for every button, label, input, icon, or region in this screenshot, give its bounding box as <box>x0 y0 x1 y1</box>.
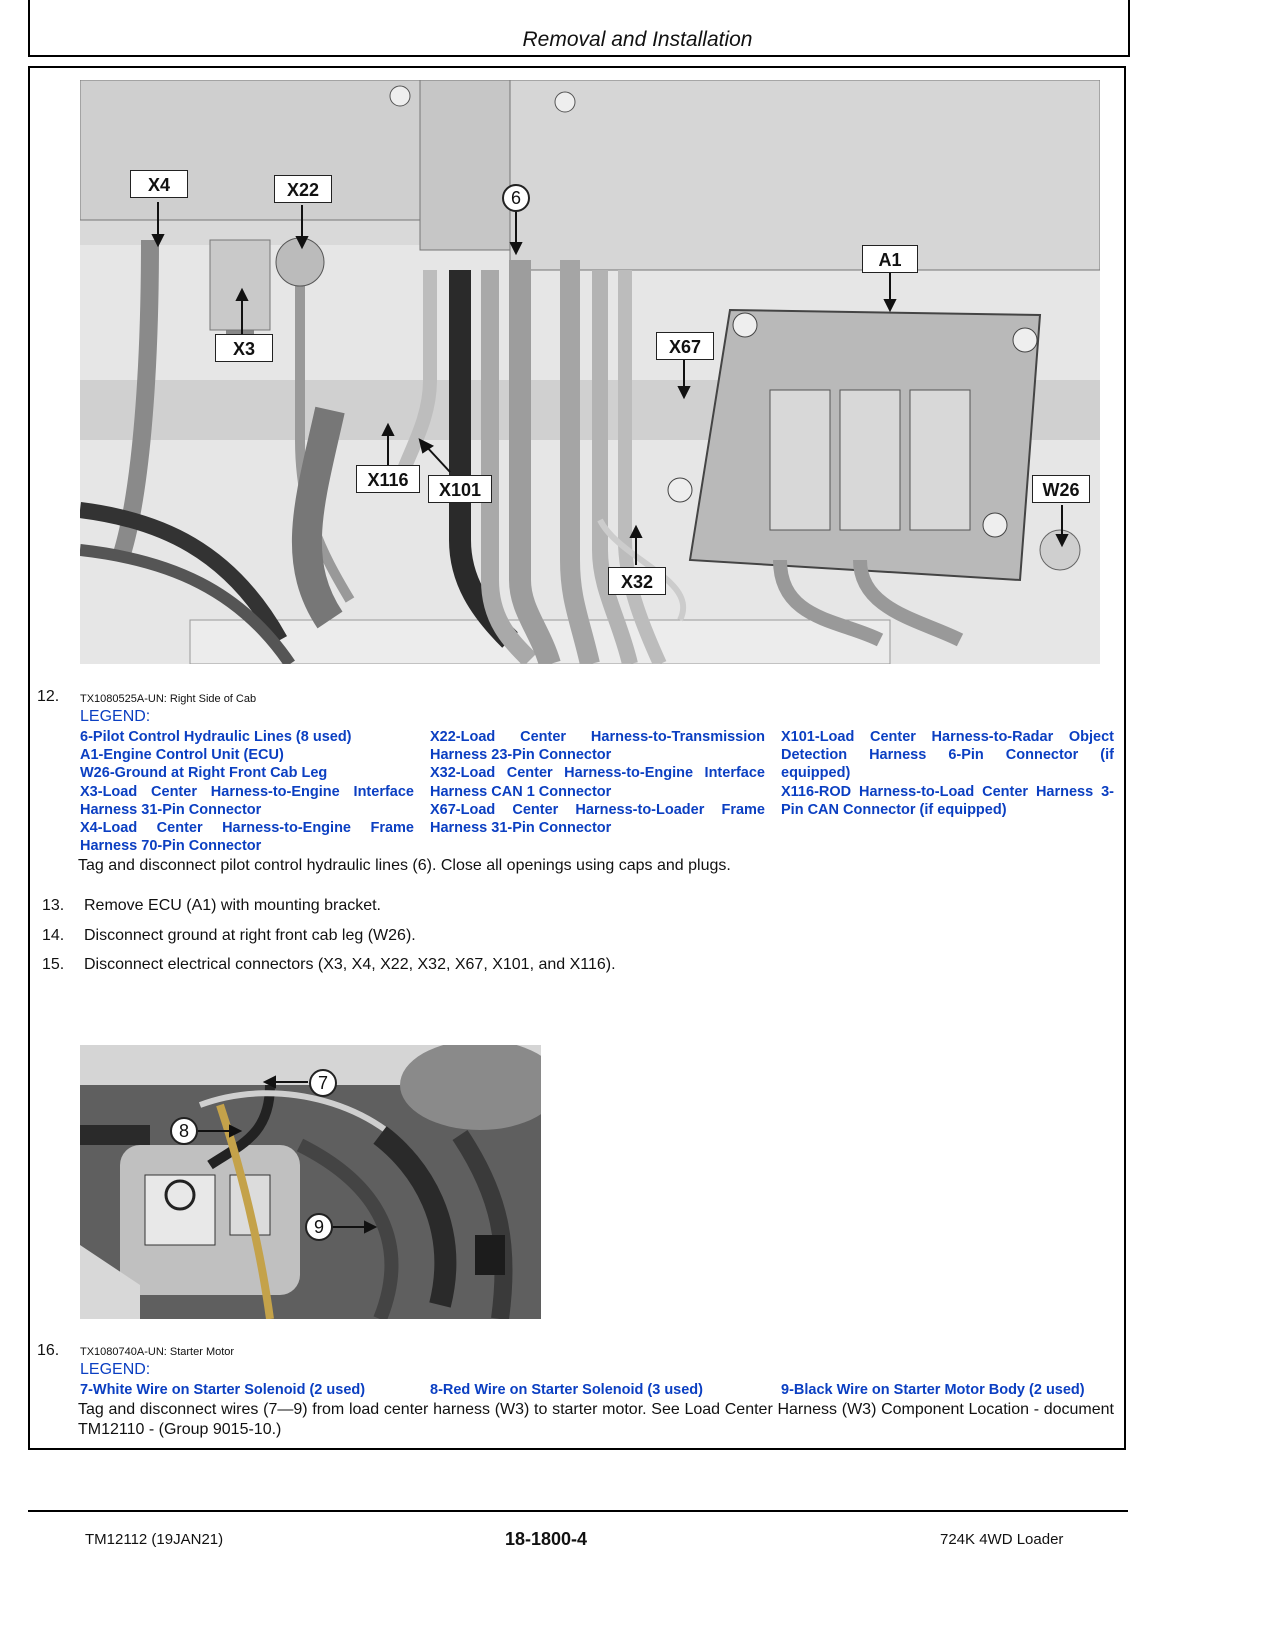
label-x22: X22 <box>274 175 332 203</box>
step-13-text: Remove ECU (A1) with mounting bracket. <box>84 897 381 914</box>
legend-item: X4-Load Center Harness-to-Engine Frame Harness 70-Pin Connector <box>80 820 414 855</box>
legend-item: X67-Load Center Harness-to-Loader Frame Harness 31-Pin Connector <box>430 801 765 837</box>
callout-9: 9 <box>305 1213 333 1241</box>
legend-item: X3-Load Center Harness-to-Engine Interface Harness 31-Pin Connector <box>80 783 414 818</box>
label-x32: X32 <box>608 567 666 595</box>
legend-item: X22-Load Center Harness-to-Transmission Harness 23-Pin Connector <box>430 729 765 764</box>
legend-item-7: 7-White Wire on Starter Solenoid (2 used) <box>80 1382 366 1398</box>
step-15-number: 15. <box>42 956 65 973</box>
figure-1-caption: TX1080525A-UN: Right Side of Cab <box>80 693 257 705</box>
callout-7: 7 <box>309 1069 337 1097</box>
step-12-instruction: Tag and disconnect pilot control hydraulic lines (6). Close all openings using caps and plugs. <box>78 857 731 874</box>
footer-doc-id: TM12112 (19JAN21) <box>85 1531 224 1548</box>
legend-item: W26-Ground at Right Front Cab Leg <box>80 765 328 782</box>
footer-page-number: 18-1800-4 <box>505 1529 588 1549</box>
footer-machine: 724K 4WD Loader <box>940 1531 1064 1548</box>
callout-8: 8 <box>170 1117 198 1145</box>
figure-right-side-of-cab <box>80 80 1100 664</box>
step-12-number: 12. <box>37 688 60 705</box>
step-16-instruction: Tag and disconnect wires (7—9) from load center harness (W3) to starter motor. See Load Center Harness (W3) Component Location - document TM12110 - (Group 9015-10.) <box>78 1401 1114 1438</box>
label-x101: X101 <box>428 475 492 503</box>
legend-title-1: LEGEND: <box>80 708 151 725</box>
label-x4: X4 <box>130 170 188 198</box>
cab-illustration <box>80 80 1100 664</box>
label-x3: X3 <box>215 334 273 362</box>
legend-column-2 <box>430 728 765 837</box>
legend-item: X32-Load Center Harness-to-Engine Interface Harness CAN 1 Connector <box>430 765 765 800</box>
legend-item-8: 8-Red Wire on Starter Solenoid (3 used) <box>430 1382 703 1398</box>
step-14-number: 14. <box>42 927 65 944</box>
section-title: Removal and Installation <box>522 28 753 51</box>
legend-column-3 <box>781 728 1114 819</box>
label-w26: W26 <box>1032 475 1090 503</box>
step-16-number: 16. <box>37 1342 60 1359</box>
label-x67: X67 <box>656 332 714 360</box>
label-x116: X116 <box>356 465 420 493</box>
step-13-number: 13. <box>42 897 65 914</box>
figure-starter-motor <box>80 1045 541 1319</box>
legend-item: A1-Engine Control Unit (ECU) <box>80 747 284 764</box>
step-14-text: Disconnect ground at right front cab leg (W26). <box>84 927 416 944</box>
step-15-text: Disconnect electrical connectors (X3, X4, X22, X32, X67, X101, and X116). <box>84 956 616 973</box>
callout-6: 6 <box>502 184 530 212</box>
figure-2-caption: TX1080740A-UN: Starter Motor <box>80 1346 235 1358</box>
legend-title-2: LEGEND: <box>80 1361 151 1378</box>
label-a1: A1 <box>862 245 918 273</box>
legend-item: X116-ROD Harness-to-Load Center Harness 3-Pin CAN Connector (if equipped) <box>781 783 1114 818</box>
legend-column-1 <box>80 728 414 855</box>
footer-rule <box>28 1510 1128 1512</box>
legend-item-9: 9-Black Wire on Starter Motor Body (2 used) <box>781 1382 1085 1398</box>
legend-item: X101-Load Center Harness-to-Radar Object Detection Harness 6-Pin Connector (if equipped) <box>781 729 1114 782</box>
legend-item: 6-Pilot Control Hydraulic Lines (8 used) <box>80 729 352 745</box>
